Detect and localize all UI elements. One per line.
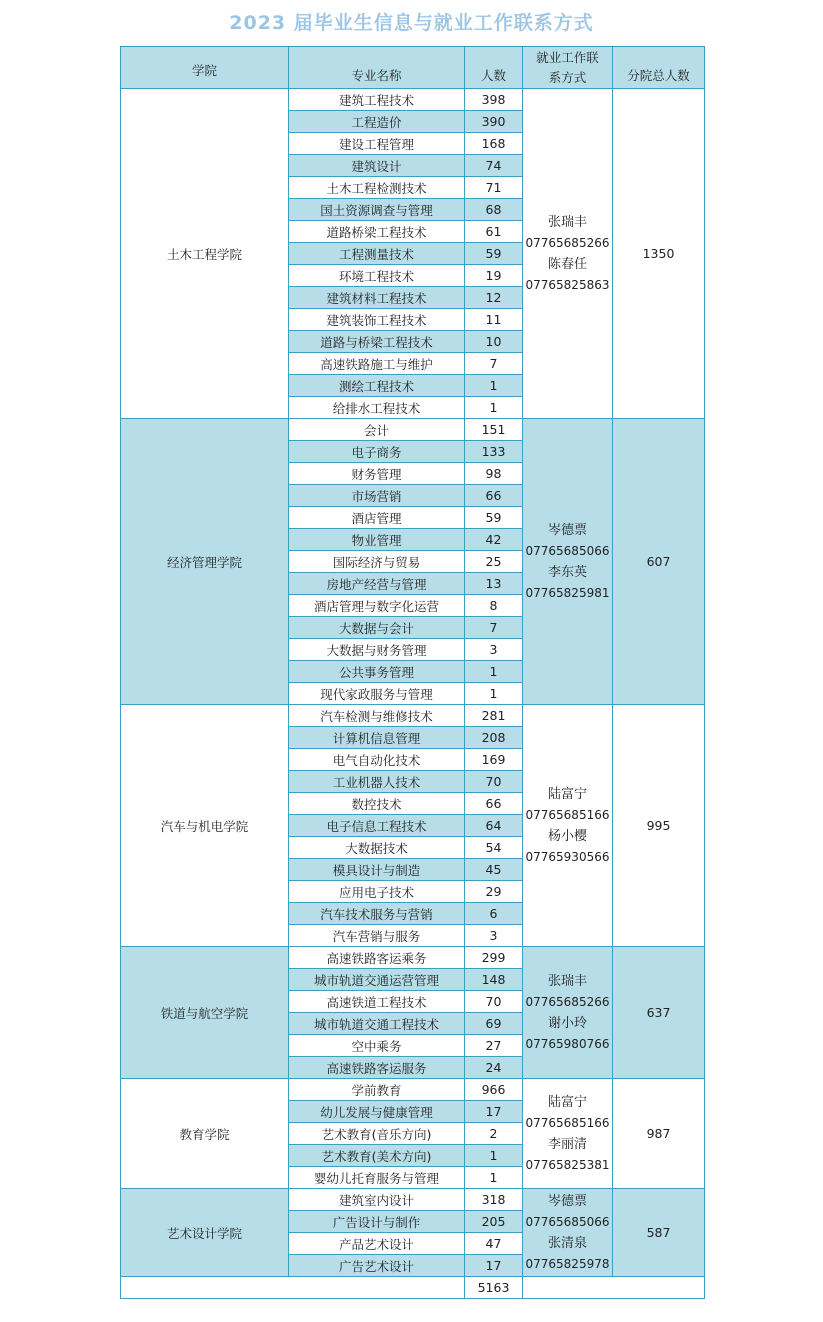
major-name: 建筑工程技术 — [289, 89, 465, 111]
grand-total-blank-right — [523, 1277, 705, 1299]
major-count: 45 — [465, 859, 523, 881]
major-count: 69 — [465, 1013, 523, 1035]
contact-cell — [523, 1079, 613, 1189]
major-count: 299 — [465, 947, 523, 969]
major-name: 市场营销 — [289, 485, 465, 507]
major-count: 66 — [465, 793, 523, 815]
major-name: 工程造价 — [289, 111, 465, 133]
major-name: 空中乘务 — [289, 1035, 465, 1057]
table-row — [121, 705, 705, 727]
contact-name: 岑德票 — [547, 1193, 587, 1209]
college-total: 637 — [613, 947, 705, 1079]
major-name: 高速铁路施工与维护 — [289, 353, 465, 375]
major-name: 酒店管理 — [289, 507, 465, 529]
major-count: 17 — [465, 1101, 523, 1123]
major-name: 大数据技术 — [289, 837, 465, 859]
contact-phone: 07765825978 — [525, 1256, 610, 1271]
major-name: 工程测量技术 — [289, 243, 465, 265]
major-name: 物业管理 — [289, 529, 465, 551]
contact-phone: 07765685266 — [525, 994, 610, 1009]
major-count: 66 — [465, 485, 523, 507]
major-count: 3 — [465, 925, 523, 947]
major-name: 艺术教育(美术方向) — [289, 1145, 465, 1167]
major-count: 59 — [465, 243, 523, 265]
header-major: 专业名称 — [289, 47, 465, 89]
major-name: 广告设计与制作 — [289, 1211, 465, 1233]
major-count: 133 — [465, 441, 523, 463]
major-count: 59 — [465, 507, 523, 529]
page-title: 2023 届毕业生信息与就业工作联系方式 — [229, 12, 594, 34]
major-name: 财务管理 — [289, 463, 465, 485]
contact-phone: 07765685266 — [525, 235, 610, 250]
contact-phone: 07765930566 — [525, 849, 610, 864]
major-name: 建筑材料工程技术 — [289, 287, 465, 309]
contact-phone: 07765685166 — [525, 1115, 610, 1130]
major-count: 98 — [465, 463, 523, 485]
major-name: 学前教育 — [289, 1079, 465, 1101]
major-name: 高速铁路客运乘务 — [289, 947, 465, 969]
major-name: 会计 — [289, 419, 465, 441]
contact-name: 张瑞丰 — [547, 214, 587, 230]
header-college: 学院 — [121, 47, 289, 89]
college-total: 987 — [613, 1079, 705, 1189]
grand-total-row — [121, 1277, 705, 1299]
header-total: 分院总人数 — [613, 47, 705, 89]
major-count: 7 — [465, 353, 523, 375]
major-count: 208 — [465, 727, 523, 749]
college-total: 607 — [613, 419, 705, 705]
college-name: 艺术设计学院 — [121, 1189, 289, 1277]
major-count: 61 — [465, 221, 523, 243]
contact-phone: 07765685066 — [525, 1214, 610, 1229]
major-name: 汽车检测与维修技术 — [289, 705, 465, 727]
major-name: 国土资源调查与管理 — [289, 199, 465, 221]
contact-name: 张清泉 — [547, 1235, 587, 1251]
major-name: 房地产经营与管理 — [289, 573, 465, 595]
major-count: 70 — [465, 771, 523, 793]
table-header-row — [121, 47, 705, 89]
major-name: 婴幼儿托育服务与管理 — [289, 1167, 465, 1189]
contact-cell — [523, 419, 613, 705]
major-name: 汽车营销与服务 — [289, 925, 465, 947]
table-row — [121, 1189, 705, 1211]
major-name: 高速铁路客运服务 — [289, 1057, 465, 1079]
contact-name: 陈春任 — [547, 256, 587, 272]
major-count: 47 — [465, 1233, 523, 1255]
major-count: 2 — [465, 1123, 523, 1145]
college-total: 995 — [613, 705, 705, 947]
major-count: 19 — [465, 265, 523, 287]
major-name: 现代家政服务与管理 — [289, 683, 465, 705]
contact-phone: 07765825381 — [525, 1157, 610, 1172]
major-name: 道路与桥梁工程技术 — [289, 331, 465, 353]
major-name: 电子信息工程技术 — [289, 815, 465, 837]
college-name: 铁道与航空学院 — [121, 947, 289, 1079]
major-count: 17 — [465, 1255, 523, 1277]
contact-name: 李东英 — [547, 564, 587, 580]
major-count: 7 — [465, 617, 523, 639]
major-count: 169 — [465, 749, 523, 771]
major-name: 汽车技术服务与营销 — [289, 903, 465, 925]
contact-name: 陆富宁 — [547, 786, 587, 802]
contact-name: 岑德票 — [547, 522, 587, 538]
table-row — [121, 1079, 705, 1101]
contact-phone: 07765980766 — [525, 1036, 610, 1051]
contact-phone: 07765825981 — [525, 585, 610, 600]
major-count: 24 — [465, 1057, 523, 1079]
employment-contact-table — [120, 46, 705, 1299]
major-name: 城市轨道交通运营管理 — [289, 969, 465, 991]
header-contact — [523, 47, 613, 89]
college-name: 教育学院 — [121, 1079, 289, 1189]
major-name: 工业机器人技术 — [289, 771, 465, 793]
grand-total-blank — [121, 1277, 465, 1299]
major-count: 168 — [465, 133, 523, 155]
contact-cell — [523, 705, 613, 947]
contact-phone: 07765685066 — [525, 543, 610, 558]
major-count: 1 — [465, 375, 523, 397]
major-name: 产品艺术设计 — [289, 1233, 465, 1255]
major-name: 建设工程管理 — [289, 133, 465, 155]
college-name: 汽车与机电学院 — [121, 705, 289, 947]
major-count: 42 — [465, 529, 523, 551]
major-count: 205 — [465, 1211, 523, 1233]
major-count: 1 — [465, 1167, 523, 1189]
major-count: 27 — [465, 1035, 523, 1057]
major-count: 318 — [465, 1189, 523, 1211]
contact-name: 谢小玲 — [547, 1015, 587, 1031]
table-row — [121, 89, 705, 111]
major-name: 酒店管理与数字化运营 — [289, 595, 465, 617]
major-count: 64 — [465, 815, 523, 837]
major-count: 3 — [465, 639, 523, 661]
major-name: 电气自动化技术 — [289, 749, 465, 771]
major-name: 环境工程技术 — [289, 265, 465, 287]
major-count: 390 — [465, 111, 523, 133]
major-name: 土木工程检测技术 — [289, 177, 465, 199]
major-name: 城市轨道交通工程技术 — [289, 1013, 465, 1035]
contact-name: 杨小樱 — [547, 828, 587, 844]
major-name: 道路桥梁工程技术 — [289, 221, 465, 243]
contact-phone: 07765825863 — [525, 277, 610, 292]
college-total: 1350 — [613, 89, 705, 419]
college-name: 土木工程学院 — [121, 89, 289, 419]
major-name: 应用电子技术 — [289, 881, 465, 903]
major-name: 数控技术 — [289, 793, 465, 815]
table-row — [121, 947, 705, 969]
contact-cell — [523, 947, 613, 1079]
contact-cell — [523, 89, 613, 419]
major-count: 6 — [465, 903, 523, 925]
major-count: 74 — [465, 155, 523, 177]
major-name: 测绘工程技术 — [289, 375, 465, 397]
contact-name: 陆富宁 — [547, 1094, 587, 1110]
header-contact-line1: 就业工作联 — [536, 49, 599, 65]
major-name: 大数据与财务管理 — [289, 639, 465, 661]
contact-cell — [523, 1189, 613, 1277]
major-count: 10 — [465, 331, 523, 353]
major-count: 8 — [465, 595, 523, 617]
major-name: 艺术教育(音乐方向) — [289, 1123, 465, 1145]
table-row — [121, 419, 705, 441]
contact-phone: 07765685166 — [525, 807, 610, 822]
major-count: 1 — [465, 683, 523, 705]
major-count: 11 — [465, 309, 523, 331]
major-count: 70 — [465, 991, 523, 1013]
major-count: 1 — [465, 1145, 523, 1167]
major-name: 大数据与会计 — [289, 617, 465, 639]
major-count: 71 — [465, 177, 523, 199]
contact-name: 张瑞丰 — [547, 973, 587, 989]
major-name: 国际经济与贸易 — [289, 551, 465, 573]
college-name: 经济管理学院 — [121, 419, 289, 705]
header-count: 人数 — [465, 47, 523, 89]
header-contact-line2: 系方式 — [548, 69, 587, 85]
major-name: 高速铁道工程技术 — [289, 991, 465, 1013]
contact-name: 李丽清 — [547, 1136, 587, 1152]
major-count: 966 — [465, 1079, 523, 1101]
major-name: 模具设计与制造 — [289, 859, 465, 881]
college-total: 587 — [613, 1189, 705, 1277]
major-count: 1 — [465, 661, 523, 683]
major-count: 29 — [465, 881, 523, 903]
major-name: 计算机信息管理 — [289, 727, 465, 749]
major-count: 68 — [465, 199, 523, 221]
major-name: 建筑设计 — [289, 155, 465, 177]
grand-total-value: 5163 — [465, 1277, 523, 1299]
major-count: 1 — [465, 397, 523, 419]
major-name: 建筑室内设计 — [289, 1189, 465, 1211]
major-count: 12 — [465, 287, 523, 309]
major-count: 148 — [465, 969, 523, 991]
major-count: 151 — [465, 419, 523, 441]
major-name: 广告艺术设计 — [289, 1255, 465, 1277]
major-name: 电子商务 — [289, 441, 465, 463]
table-body — [121, 89, 705, 1299]
major-count: 13 — [465, 573, 523, 595]
major-name: 公共事务管理 — [289, 661, 465, 683]
major-name: 幼儿发展与健康管理 — [289, 1101, 465, 1123]
major-name: 建筑装饰工程技术 — [289, 309, 465, 331]
major-count: 25 — [465, 551, 523, 573]
major-name: 给排水工程技术 — [289, 397, 465, 419]
major-count: 398 — [465, 89, 523, 111]
major-count: 281 — [465, 705, 523, 727]
major-count: 54 — [465, 837, 523, 859]
